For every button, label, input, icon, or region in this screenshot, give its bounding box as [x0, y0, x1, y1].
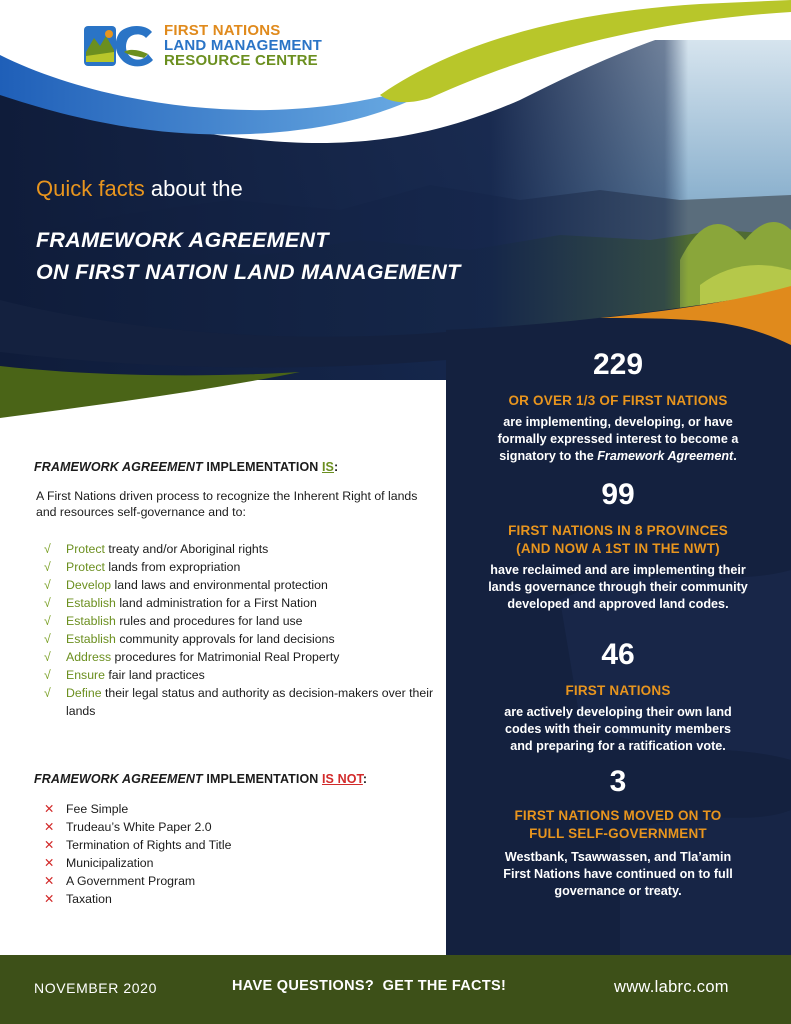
stat-number: 229 [592, 348, 644, 381]
stat-heading: FIRST NATIONS [565, 683, 671, 698]
check-item-rest: land laws and environmental protection [111, 578, 328, 592]
not-item [34, 890, 434, 908]
not-item-text: Trudeau’s White Paper 2.0 [66, 820, 212, 834]
left-column [34, 460, 434, 908]
isnot-heading-plain: IMPLEMENTATION [202, 772, 322, 786]
stat-description [448, 448, 788, 465]
not-item [34, 800, 434, 818]
check-item-rest: land administration for a First Nation [115, 596, 317, 610]
stat-block [448, 348, 788, 465]
not-item-text: Fee Simple [66, 802, 129, 816]
check-item-text [66, 576, 328, 594]
check-item-text [66, 612, 303, 630]
check-item [34, 612, 434, 630]
not-item-text: Termination of Rights and Title [66, 838, 232, 852]
check-item-text [66, 540, 268, 558]
check-item-text [66, 558, 240, 576]
check-item-rest: treaty and/or Aboriginal rights [104, 542, 269, 556]
page-title [36, 224, 461, 288]
stat-description: have reclaimed and are implementing their [490, 563, 746, 577]
title-line-2: ON FIRST NATION LAND MANAGEMENT [36, 260, 461, 284]
check-icon: √ [44, 560, 51, 574]
is-heading-flag: IS [321, 460, 334, 474]
stat-heading: FIRST NATIONS MOVED ON TO [514, 808, 722, 823]
check-item [34, 684, 434, 720]
stat-number: 99 [601, 478, 635, 511]
check-item-text [66, 666, 205, 684]
stat-heading: (AND NOW A 1ST IN THE NWT) [516, 541, 720, 556]
footer-url-link[interactable]: www.labrc.com [614, 978, 729, 996]
stat-block [448, 638, 788, 755]
not-item [34, 818, 434, 836]
stat-block [448, 478, 788, 613]
check-item-verb: Address [66, 650, 112, 664]
footer [0, 955, 791, 1024]
x-icon: ✕ [44, 892, 55, 906]
stat-block [448, 765, 788, 900]
not-item [34, 854, 434, 872]
is-heading-colon: : [334, 460, 339, 474]
quick-facts-heading [36, 176, 243, 202]
stat-number: 46 [601, 638, 635, 671]
stat-description: lands governance through their community [488, 580, 748, 594]
check-icon: √ [44, 686, 51, 700]
check-item-verb: Define [66, 686, 102, 700]
check-item-rest: rules and procedures for land use [115, 614, 303, 628]
labrc-logo-icon [84, 22, 154, 68]
check-item-verb: Protect [66, 560, 105, 574]
stat-description: Westbank, Tsawwassen, and Tla’amin [504, 850, 732, 864]
stat-desc-suffix: . [733, 449, 737, 463]
check-item-text [66, 684, 434, 720]
stat-heading: FIRST NATIONS IN 8 PROVINCES [508, 523, 728, 538]
not-item-text: Municipalization [66, 856, 154, 870]
check-item-verb: Establish [66, 614, 116, 628]
check-item-text [66, 630, 335, 648]
check-item [34, 558, 434, 576]
isnot-section-heading [34, 772, 434, 786]
check-icon: √ [44, 650, 51, 664]
logo-line-3: RESOURCE CENTRE [164, 51, 318, 69]
isnot-heading-italic: FRAMEWORK AGREEMENT [34, 772, 203, 786]
isnot-list [34, 800, 434, 908]
stat-heading: OR OVER 1/3 OF FIRST NATIONS [508, 393, 728, 408]
x-icon: ✕ [44, 820, 55, 834]
stat-description: governance or treaty. [554, 884, 682, 898]
check-item-verb: Establish [66, 596, 116, 610]
logo-line-2: LAND MANAGEMENT [164, 36, 322, 54]
isnot-heading-flag: IS NOT [321, 772, 363, 786]
footer-cta: HAVE QUESTIONS? GET THE FACTS! [232, 978, 507, 994]
stat-description: and preparing for a ratification vote. [510, 739, 726, 753]
check-item-rest: lands from expropriation [104, 560, 241, 574]
x-icon: ✕ [44, 856, 55, 870]
logo-line-1: FIRST NATIONS [164, 21, 281, 39]
is-checklist [34, 540, 434, 720]
check-item [34, 648, 434, 666]
check-item-rest: their legal status and authority as decision-makers over their lands [66, 686, 434, 718]
check-item-verb: Develop [66, 578, 112, 592]
check-item-rest: community approvals for land decisions [115, 632, 335, 646]
check-item [34, 630, 434, 648]
check-icon: √ [44, 614, 51, 628]
not-item-text: A Government Program [66, 874, 196, 888]
check-item-rest: procedures for Matrimonial Real Property [111, 650, 340, 664]
check-icon: √ [44, 596, 51, 610]
not-item [34, 836, 434, 854]
x-icon: ✕ [44, 802, 55, 816]
logo [84, 22, 322, 68]
is-intro: A First Nations driven process to recognize the Inherent Right of lands and resources self-governance and to: [36, 489, 418, 519]
check-item-text [66, 648, 339, 666]
x-icon: ✕ [44, 874, 55, 888]
check-item-verb: Establish [66, 632, 116, 646]
check-item-verb: Protect [66, 542, 105, 556]
quick-facts-accent: Quick facts [36, 176, 145, 201]
stat-desc-italic: Framework Agreement [597, 449, 734, 463]
check-icon: √ [44, 668, 51, 682]
stat-description: formally expressed interest to become a [497, 432, 739, 446]
check-icon: √ [44, 578, 51, 592]
check-item [34, 666, 434, 684]
stat-description: codes with their community members [504, 722, 732, 736]
stat-description: are implementing, developing, or have [503, 415, 733, 429]
footer-date: NOVEMBER 2020 [34, 980, 157, 996]
stat-desc-prefix: signatory to the [499, 449, 598, 463]
isnot-heading-colon: : [362, 772, 368, 786]
check-item [34, 540, 434, 558]
is-heading-italic: FRAMEWORK AGREEMENT [34, 460, 203, 474]
title-line-1: FRAMEWORK AGREEMENT [36, 228, 329, 252]
check-item-rest: fair land practices [104, 668, 205, 682]
stat-number: 3 [609, 765, 627, 798]
x-icon: ✕ [44, 838, 55, 852]
stat-heading: FULL SELF-GOVERNMENT [529, 826, 707, 841]
check-item [34, 576, 434, 594]
quick-facts-rest: about the [144, 176, 243, 201]
check-icon: √ [44, 632, 51, 646]
check-item-text [66, 594, 317, 612]
stat-description: developed and approved land codes. [507, 597, 729, 611]
check-icon: √ [44, 542, 51, 556]
check-item-verb: Ensure [66, 668, 105, 682]
is-heading-plain: IMPLEMENTATION [202, 460, 322, 474]
not-item [34, 872, 434, 890]
stat-description: are actively developing their own land [504, 705, 732, 719]
is-section-heading [34, 460, 434, 474]
stat-description: First Nations have continued on to full [503, 867, 733, 881]
not-item-text: Taxation [66, 892, 112, 906]
check-item [34, 594, 434, 612]
